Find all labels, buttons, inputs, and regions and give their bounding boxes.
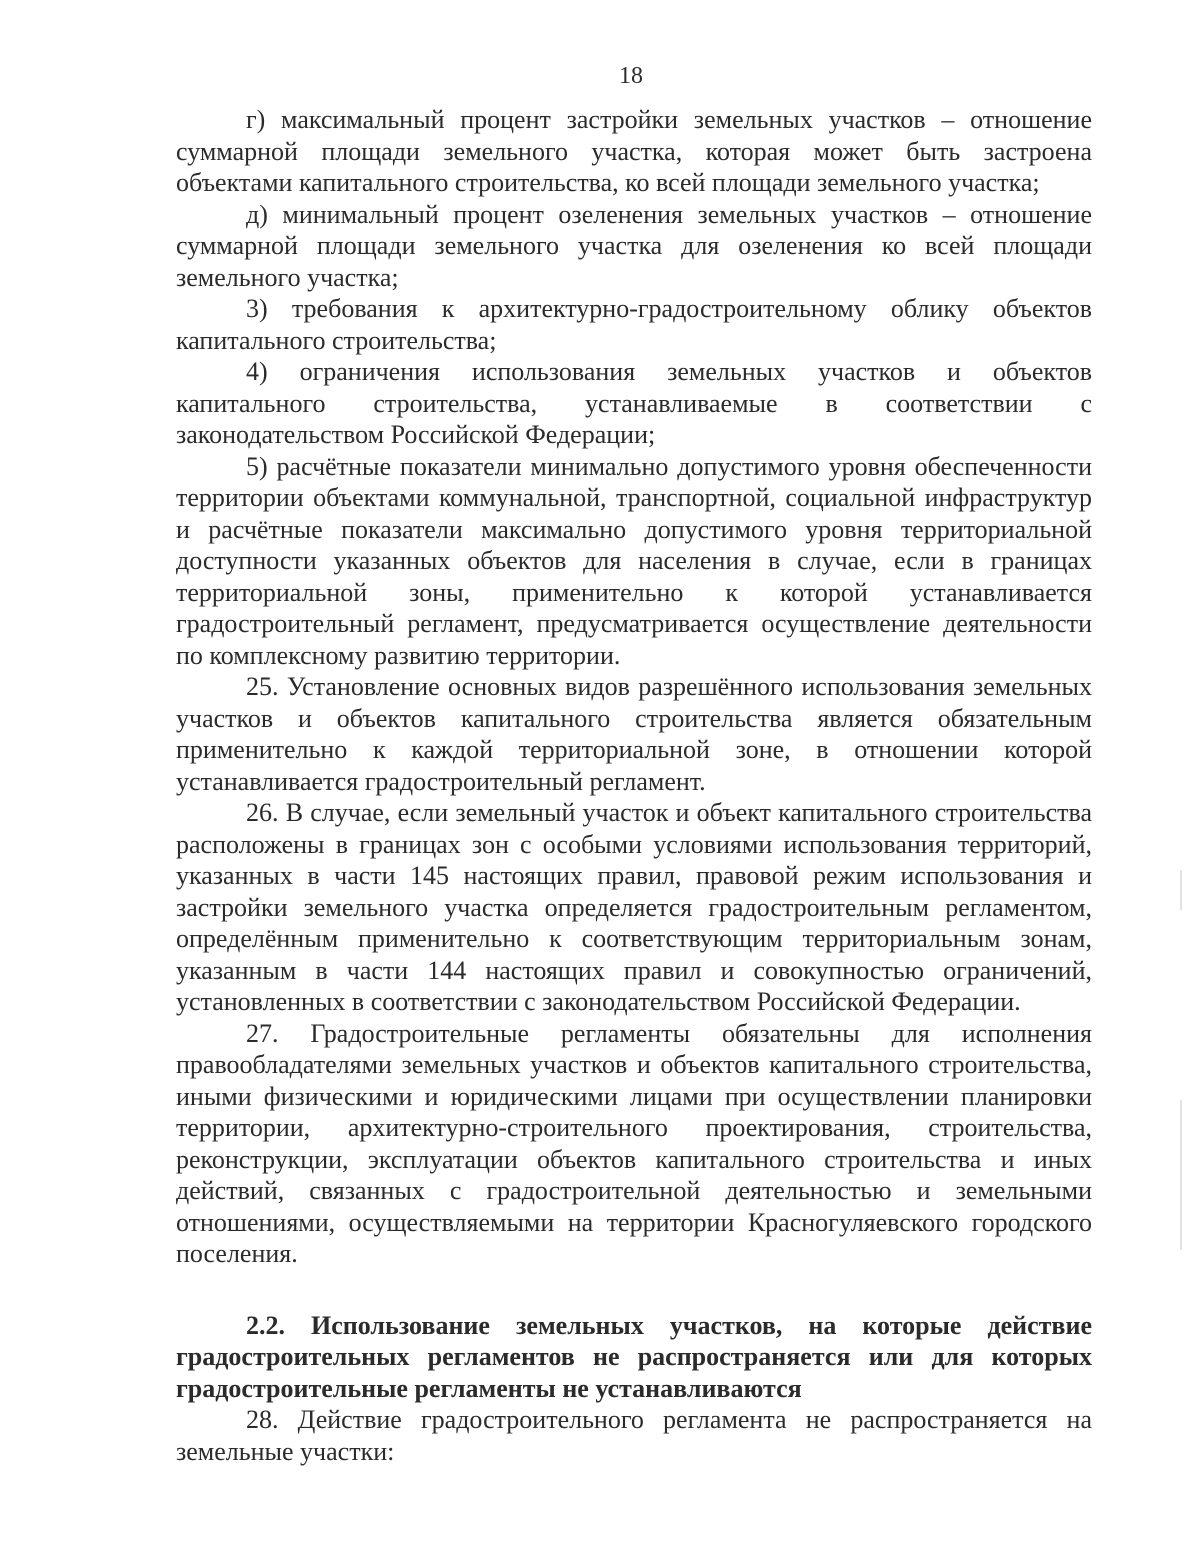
page-number: 18	[619, 63, 643, 89]
paragraph-item-5: 5) расчётные показатели минимально допустимого уровня обеспеченности территории объектами коммунальной, транспортной, социальной инфраструктур и расчётные показатели максимально допустимого уровня территориальной доступности указанных объектов для населения в случае, если в границах территориальной зоны, применительно к которой устанавливается градостроительный регламент, предусматривается осуществление деятельности по комплексному развитию территории.	[176, 451, 1092, 670]
section-heading: 2.2. Использование земельных участков, на которые действие градостроительных регламентов не распространяется или для которых градостроительные регламенты не устанавливаются	[176, 1310, 1092, 1403]
scan-edge-mark	[1180, 1100, 1182, 1250]
paragraph-item-3: 3) требования к архитектурно-градостроительному облику объектов капитального строительства;	[176, 294, 1092, 355]
paragraph-clause-27: 27. Градостроительные регламенты обязательны для исполнения правообладателями земельных участков и объектов капитального строительства, иными физическими и юридическими лицами при осуществлении планировки территории, архитектурно-строительного проектирования, строительства, реконструкции, эксплуатации объектов капитального строительства и иных действий, связанных с градостроительной деятельностью и земельными отношениями, осуществляемыми на территории Красногуляевского городского поселения.	[176, 1018, 1092, 1268]
document-body	[176, 104, 1092, 1467]
paragraph-clause-26: 26. В случае, если земельный участок и объект капитального строительства расположены в границах зон с особыми условиями использования территорий, указанных в части 145 настоящих правил, правовой режим использования и застройки земельного участка определяется градостроительным регламентом, определённым применительно к соответствующим территориальным зонам, указанным в части 144 настоящих правил и совокупностью ограничений, установленных в соответствии с законодательством Российской Федерации.	[176, 798, 1092, 1016]
paragraph-item-4: 4) ограничения использования земельных участков и объектов капитального строительства, устанавливаемые в соответствии с законодательством Российской Федерации;	[176, 357, 1092, 449]
paragraph-clause-25: 25. Установление основных видов разрешённого использования земельных участков и объектов капитального строительства является обязательным применительно к каждой территориальной зоне, в отношении которой устанавливается градостроительный регламент.	[176, 672, 1092, 796]
paragraph-item-g: г) максимальный процент застройки земельных участков – отношение суммарной площади земельного участка, которая может быть застроена объектами капитального строительства, ко всей площади земельного участка;	[176, 105, 1092, 197]
scan-edge-mark	[1180, 870, 1182, 910]
paragraph-clause-28: 28. Действие градостроительного регламента не распространяется на земельные участки:	[176, 1405, 1092, 1466]
paragraph-item-d: д) минимальный процент озеленения земельных участков – отношение суммарной площади земельного участка для озеленения ко всей площади земельного участка;	[176, 199, 1092, 292]
